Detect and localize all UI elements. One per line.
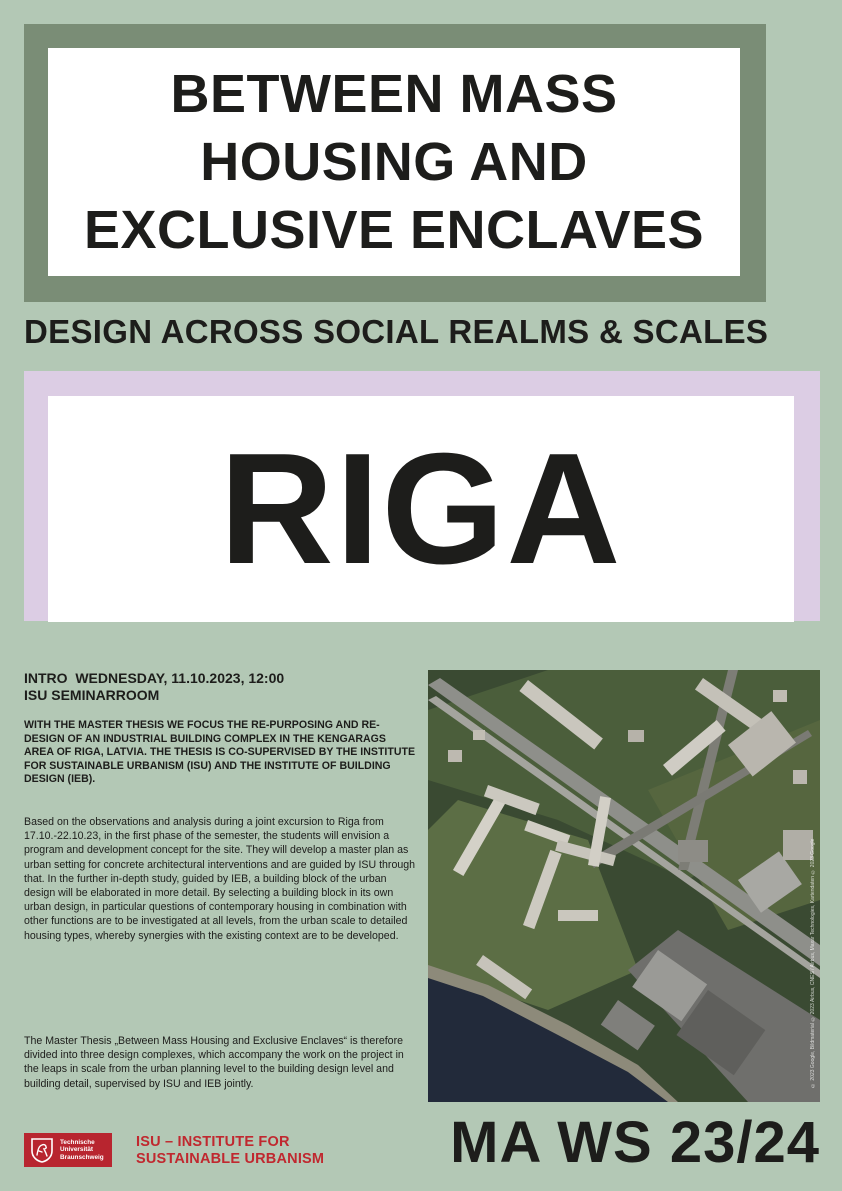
subtitle: DESIGN ACROSS SOCIAL REALMS & SCALES (24, 313, 769, 350)
lion-crest-icon (30, 1137, 54, 1163)
intro-info (24, 670, 414, 704)
tu-wordmark-line-3: Braunschweig (60, 1153, 104, 1161)
institute-name (136, 1134, 324, 1168)
photo-credit: © 2023 Google, Bildmaterial © 2023 Airbus, CNES / Airbus, Maxar Technologies, Kartendaten © 2023 Google (810, 838, 816, 1088)
tu-wordmark-line-1: Technische (60, 1138, 95, 1146)
city-box (48, 396, 794, 622)
body-paragraph-2: The Master Thesis „Between Mass Housing and Exclusive Enclaves“ is therefore divided into three design complexes, which accompany the work on the project in the leaps in scale from the urban planning level to the building design level and building detail, supervised by ISU and IEB jointly. (24, 1035, 404, 1090)
aerial-photo (428, 670, 820, 1102)
lead-paragraph: WITH THE MASTER THESIS WE FOCUS THE RE-PURPOSING AND RE-DESIGN OF AN INDUSTRIAL BUILDING COMPLEX IN THE KENGARAGS AREA OF RIGA, LATVIA. THE THESIS IS CO-SUPERVISED BY THE INSTITUTE FOR SUSTAINABLE URBANISM (ISU) AND THE INSTITUTE OF BUILDING DESIGN (IEB). (24, 719, 416, 786)
tu-braunschweig-logo (24, 1133, 112, 1167)
city-name: RIGA (219, 421, 623, 597)
title-line-1: BETWEEN MASS (170, 64, 618, 124)
tu-wordmark-line-2: Universität (60, 1146, 94, 1154)
semester-label: MA WS 23/24 (450, 1110, 820, 1175)
intro-room-line: ISU SEMINARROOM (24, 687, 160, 703)
aerial-map-image (428, 670, 820, 1102)
body-paragraph-1: Based on the observations and analysis during a joint excursion to Riga from 17.10.-22.10.23, in the first phase of the semester, the students will envision a program and development concept for the site. They will develop a master plan as urban setting for concrete architectural interventions and are guided by ISU through that. In the further in-depth study, guided by IEB, a building block of the urban design will be elaborated in more detail. By selecting a building block in its own urban design, in particular questions of contemporary housing in combination with other functions are to be investigated at all levels, from the urban scale to detailed housing types, whereby synergies with the existing context are to be developed. (24, 816, 416, 942)
title-line-3: EXCLUSIVE ENCLAVES (83, 200, 705, 260)
institute-name-line-2: SUSTAINABLE URBANISM (136, 1151, 325, 1167)
title-box (48, 48, 740, 276)
intro-date-line: INTRO WEDNESDAY, 11.10.2023, 12:00 (24, 670, 285, 686)
institute-name-line-1: ISU – INSTITUTE FOR (136, 1134, 290, 1150)
title-line-2: HOUSING AND (200, 132, 588, 192)
tu-wordmark (60, 1139, 104, 1162)
